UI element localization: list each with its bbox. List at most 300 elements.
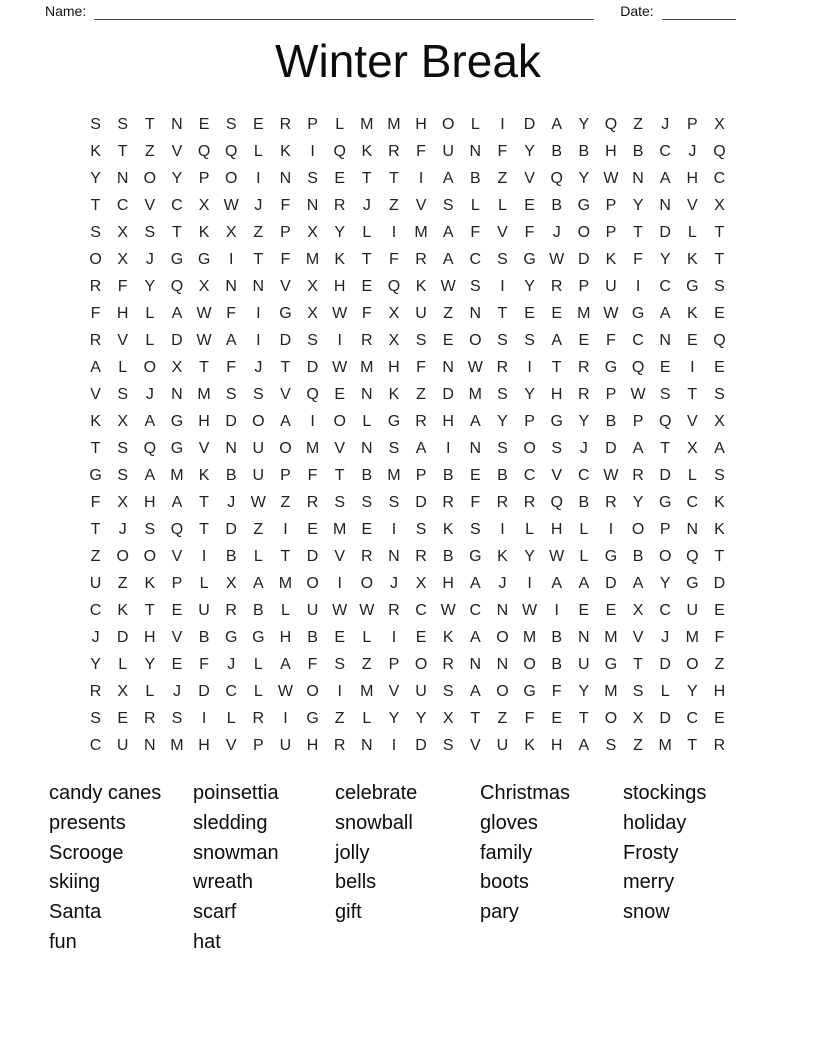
grid-cell: T bbox=[578, 710, 589, 727]
grid-cell: X bbox=[225, 224, 237, 241]
grid-cell: W bbox=[522, 602, 538, 619]
word-bank-item: presents bbox=[49, 811, 126, 834]
grid-cell: U bbox=[605, 278, 617, 295]
grid-cell: S bbox=[524, 332, 535, 349]
grid-row bbox=[82, 327, 733, 354]
grid-cell: H bbox=[306, 737, 319, 754]
grid-cell: M bbox=[468, 386, 482, 403]
word-bank-item: gift bbox=[335, 901, 362, 924]
grid-cell: E bbox=[171, 656, 183, 673]
grid-cell: I bbox=[527, 575, 532, 592]
grid-cell: T bbox=[199, 521, 209, 538]
grid-cell: T bbox=[280, 548, 291, 565]
grid-cell: M bbox=[197, 386, 211, 403]
grid-cell: A bbox=[442, 251, 454, 268]
grid-cell: H bbox=[144, 629, 156, 646]
grid-cell: S bbox=[117, 440, 129, 457]
word-bank-item: poinsettia bbox=[193, 782, 279, 804]
grid-cell: M bbox=[170, 467, 184, 484]
grid-cell: R bbox=[523, 494, 536, 511]
grid-cell: Y bbox=[524, 278, 535, 295]
word-bank-item: family bbox=[480, 841, 533, 864]
grid-cell: L bbox=[253, 656, 263, 673]
grid-cell: G bbox=[523, 683, 536, 700]
grid-cell: K bbox=[415, 278, 427, 295]
grid-cell: R bbox=[89, 332, 102, 349]
grid-cell: F bbox=[606, 332, 616, 349]
grid-cell: Q bbox=[550, 170, 563, 187]
grid-cell: C bbox=[713, 170, 726, 187]
grid-cell: N bbox=[225, 440, 237, 457]
grid-cell: Q bbox=[306, 386, 319, 403]
grid-cell: G bbox=[279, 305, 292, 322]
grid-row bbox=[82, 516, 733, 543]
grid-cell: G bbox=[686, 575, 699, 592]
grid-cell: S bbox=[497, 332, 508, 349]
grid-cell: T bbox=[497, 305, 508, 322]
grid-cell: R bbox=[713, 737, 726, 754]
grid-cell: Y bbox=[497, 413, 508, 430]
grid-cell: I bbox=[418, 170, 424, 187]
grid-cell: T bbox=[660, 440, 671, 457]
grid-cell: E bbox=[442, 332, 454, 349]
grid-cell: L bbox=[579, 548, 589, 565]
grid-cell: A bbox=[469, 413, 481, 430]
grid-cell: O bbox=[658, 548, 672, 565]
grid-cell: R bbox=[442, 494, 454, 511]
grid-cell: H bbox=[442, 413, 454, 430]
grid-cell: G bbox=[387, 413, 401, 430]
grid-cell: E bbox=[469, 467, 481, 484]
grid-cell: L bbox=[253, 548, 263, 565]
grid-cell: Z bbox=[253, 521, 264, 538]
grid-cell: C bbox=[415, 602, 427, 619]
grid-cell: B bbox=[551, 143, 563, 160]
grid-cell: H bbox=[686, 170, 699, 187]
grid-cell: F bbox=[226, 305, 237, 322]
grid-cell: S bbox=[714, 278, 725, 295]
grid-cell: I bbox=[500, 116, 505, 133]
grid-cell: S bbox=[714, 386, 725, 403]
grid-cell: N bbox=[225, 278, 237, 295]
word-bank-item: hat bbox=[193, 930, 221, 953]
date-fill-line bbox=[662, 4, 736, 20]
grid-cell: X bbox=[307, 224, 318, 241]
grid-cell: K bbox=[497, 548, 508, 565]
grid-cell: M bbox=[604, 629, 618, 646]
grid-cell: X bbox=[442, 710, 454, 727]
grid-cell: K bbox=[361, 143, 373, 160]
grid-cell: R bbox=[279, 116, 292, 133]
word-bank-item: Santa bbox=[49, 901, 102, 924]
grid-cell: F bbox=[524, 710, 535, 727]
grid-cell: T bbox=[90, 197, 101, 214]
grid-cell: E bbox=[714, 602, 725, 619]
grid-cell: L bbox=[118, 656, 128, 673]
grid-cell: F bbox=[497, 143, 508, 160]
grid-cell: X bbox=[307, 305, 318, 322]
grid-cell: A bbox=[280, 656, 291, 673]
word-bank-column bbox=[49, 779, 193, 958]
grid-cell: K bbox=[714, 494, 725, 511]
grid-row bbox=[82, 543, 733, 570]
grid-cell: V bbox=[334, 440, 346, 457]
grid-cell: Q bbox=[197, 143, 211, 160]
grid-cell: H bbox=[605, 143, 617, 160]
grid-cell: T bbox=[199, 359, 209, 376]
grid-cell: R bbox=[89, 683, 102, 700]
grid-cell: O bbox=[631, 521, 645, 538]
grid-cell: D bbox=[442, 386, 454, 403]
grid-cell: S bbox=[225, 386, 237, 403]
grid-cell: F bbox=[470, 224, 481, 241]
grid-cell: I bbox=[391, 629, 397, 646]
grid-cell: S bbox=[442, 197, 454, 214]
grid-cell: I bbox=[228, 251, 234, 268]
grid-cell: S bbox=[252, 386, 264, 403]
grid-cell: Z bbox=[334, 710, 345, 727]
word-bank-item: pary bbox=[480, 901, 519, 924]
word-bank-item: Frosty bbox=[623, 841, 679, 864]
grid-cell: O bbox=[523, 440, 536, 457]
word-bank-item: snow bbox=[623, 901, 670, 924]
grid-cell: X bbox=[117, 494, 129, 511]
grid-cell: G bbox=[577, 197, 591, 214]
word-bank-item: stockings bbox=[623, 782, 707, 804]
word-bank-column bbox=[335, 779, 480, 958]
grid-cell: B bbox=[307, 629, 318, 646]
grid-cell: M bbox=[414, 224, 428, 241]
grid-cell: Y bbox=[659, 251, 671, 268]
grid-cell: U bbox=[415, 683, 427, 700]
grid-cell: Y bbox=[578, 116, 590, 133]
grid-cell: E bbox=[714, 710, 725, 727]
grid-cell: I bbox=[445, 440, 451, 457]
grid-cell: U bbox=[496, 737, 509, 754]
grid-cell: X bbox=[117, 413, 129, 430]
grid-cell: Z bbox=[497, 710, 508, 727]
grid-cell: N bbox=[171, 116, 183, 133]
grid-cell: P bbox=[280, 224, 291, 241]
grid-cell: F bbox=[524, 224, 535, 241]
grid-cell: J bbox=[254, 197, 263, 214]
grid-cell: T bbox=[90, 521, 101, 538]
grid-cell: E bbox=[361, 278, 373, 295]
grid-cell: D bbox=[225, 413, 237, 430]
grid-cell: Q bbox=[631, 359, 645, 376]
grid-cell: U bbox=[415, 305, 427, 322]
grid-cell: E bbox=[171, 602, 183, 619]
grid-cell: F bbox=[280, 197, 291, 214]
grid-cell: L bbox=[118, 359, 128, 376]
grid-cell: C bbox=[578, 467, 590, 484]
grid-cell: N bbox=[469, 656, 482, 673]
grid-row bbox=[82, 597, 733, 624]
grid-cell: Z bbox=[633, 116, 643, 133]
grid-cell: B bbox=[551, 197, 563, 214]
grid-cell: J bbox=[91, 629, 100, 646]
grid-cell: W bbox=[603, 170, 619, 187]
grid-cell: G bbox=[469, 548, 482, 565]
grid-cell: H bbox=[550, 386, 563, 403]
grid-cell: I bbox=[690, 359, 695, 376]
grid-cell: F bbox=[90, 494, 101, 511]
grid-cell: O bbox=[306, 683, 319, 700]
grid-cell: T bbox=[144, 602, 155, 619]
grid-cell: Z bbox=[497, 170, 508, 187]
grid-cell: Y bbox=[388, 710, 400, 727]
grid-cell: L bbox=[470, 116, 480, 133]
grid-cell: V bbox=[117, 332, 129, 349]
grid-cell: P bbox=[252, 737, 264, 754]
grid-cell: W bbox=[277, 683, 293, 700]
grid-cell: H bbox=[333, 278, 346, 295]
page-title: Winter Break bbox=[275, 35, 541, 87]
grid-cell: D bbox=[578, 251, 590, 268]
word-bank-item: Scrooge bbox=[49, 841, 124, 864]
grid-row bbox=[82, 705, 733, 732]
grid-cell: W bbox=[603, 305, 619, 322]
grid-cell: W bbox=[549, 251, 565, 268]
grid-cell: B bbox=[225, 548, 237, 565]
grid-cell: A bbox=[171, 494, 183, 511]
grid-cell: V bbox=[388, 683, 400, 700]
grid-cell: F bbox=[416, 359, 426, 376]
grid-cell: K bbox=[714, 521, 725, 538]
grid-cell: O bbox=[116, 548, 129, 565]
grid-row bbox=[82, 624, 733, 651]
grid-cell: S bbox=[225, 116, 237, 133]
grid-cell: M bbox=[170, 737, 184, 754]
grid-cell: A bbox=[578, 575, 590, 592]
grid-cell: M bbox=[333, 521, 347, 538]
grid-cell: T bbox=[253, 251, 264, 268]
grid-cell: S bbox=[144, 224, 156, 241]
grid-cell: G bbox=[252, 629, 265, 646]
grid-cell: S bbox=[361, 494, 373, 511]
grid-cell: D bbox=[116, 629, 129, 646]
grid-cell: J bbox=[362, 197, 371, 214]
grid-cell: A bbox=[551, 332, 563, 349]
grid-cell: S bbox=[388, 440, 400, 457]
grid-cell: A bbox=[90, 359, 101, 376]
grid-cell: T bbox=[280, 359, 291, 376]
grid-cell: G bbox=[224, 629, 238, 646]
grid-cell: H bbox=[144, 494, 156, 511]
grid-cell: R bbox=[442, 656, 454, 673]
grid-cell: G bbox=[306, 710, 319, 727]
grid-cell: B bbox=[578, 143, 590, 160]
grid-cell: S bbox=[307, 332, 318, 349]
grid-cell: W bbox=[223, 197, 239, 214]
grid-cell: R bbox=[415, 548, 427, 565]
grid-cell: N bbox=[469, 305, 482, 322]
grid-cell: W bbox=[630, 386, 646, 403]
grid-cell: S bbox=[497, 386, 508, 403]
grid-cell: W bbox=[332, 305, 348, 322]
grid-cell: S bbox=[171, 710, 183, 727]
word-bank-item: wreath bbox=[193, 871, 254, 894]
grid-cell: B bbox=[469, 170, 481, 187]
grid-cell: V bbox=[280, 386, 291, 403]
grid-cell: V bbox=[686, 197, 698, 214]
grid-cell: Y bbox=[415, 710, 427, 727]
grid-cell: M bbox=[360, 683, 374, 700]
grid-cell: B bbox=[361, 467, 373, 484]
grid-cell: K bbox=[686, 251, 698, 268]
grid-cell: N bbox=[578, 629, 590, 646]
grid-cell: K bbox=[117, 602, 129, 619]
grid-cell: E bbox=[578, 332, 590, 349]
grid-cell: G bbox=[170, 251, 184, 268]
grid-cell: O bbox=[496, 683, 509, 700]
grid-cell: F bbox=[307, 656, 318, 673]
grid-cell: J bbox=[579, 440, 588, 457]
grid-cell: N bbox=[442, 359, 454, 376]
word-bank-item: snowball bbox=[335, 811, 413, 834]
grid-cell: N bbox=[306, 197, 319, 214]
grid-cell: X bbox=[307, 278, 318, 295]
grid-cell: E bbox=[605, 602, 617, 619]
grid-cell: F bbox=[280, 251, 291, 268]
grid-cell: V bbox=[551, 467, 563, 484]
grid-cell: T bbox=[172, 224, 182, 241]
grid-cell: G bbox=[658, 494, 672, 511]
grid-cell: C bbox=[523, 467, 536, 484]
grid-cell: D bbox=[306, 359, 319, 376]
grid-cell: O bbox=[252, 413, 265, 430]
grid-cell: B bbox=[442, 548, 454, 565]
grid-cell: U bbox=[686, 602, 699, 619]
grid-cell: O bbox=[414, 656, 428, 673]
grid-cell: T bbox=[633, 224, 643, 241]
grid-cell: P bbox=[578, 278, 590, 295]
grid-cell: V bbox=[686, 413, 698, 430]
grid-cell: U bbox=[442, 143, 454, 160]
grid-cell: R bbox=[388, 602, 400, 619]
grid-cell: X bbox=[714, 413, 725, 430]
grid-cell: G bbox=[197, 251, 211, 268]
grid-cell: Z bbox=[633, 737, 643, 754]
grid-cell: P bbox=[605, 197, 617, 214]
grid-cell: Z bbox=[253, 224, 264, 241]
grid-cell: R bbox=[415, 251, 427, 268]
grid-cell: H bbox=[116, 305, 129, 322]
grid-cell: R bbox=[89, 278, 102, 295]
grid-cell: D bbox=[659, 656, 671, 673]
grid-cell: K bbox=[90, 143, 101, 160]
grid-cell: S bbox=[497, 251, 508, 268]
grid-cell: I bbox=[256, 305, 261, 322]
date-label: Date: bbox=[620, 3, 654, 19]
grid-cell: O bbox=[143, 548, 157, 565]
grid-cell: I bbox=[283, 710, 288, 727]
grid-cell: E bbox=[714, 359, 725, 376]
grid-cell: L bbox=[335, 116, 345, 133]
word-bank-item: sledding bbox=[193, 811, 268, 834]
grid-cell: R bbox=[496, 359, 509, 376]
grid-cell: D bbox=[713, 575, 726, 592]
grid-cell: R bbox=[252, 710, 265, 727]
grid-cell: S bbox=[659, 386, 671, 403]
word-bank-item: snowman bbox=[193, 841, 279, 864]
grid-cell: V bbox=[90, 386, 101, 403]
grid-cell: D bbox=[523, 116, 536, 133]
grid-cell: S bbox=[90, 710, 101, 727]
grid-cell: X bbox=[225, 575, 237, 592]
word-bank-item: boots bbox=[480, 871, 529, 894]
grid-cell: R bbox=[333, 737, 346, 754]
grid-cell: W bbox=[196, 305, 212, 322]
grid-cell: B bbox=[252, 602, 264, 619]
grid-cell: I bbox=[256, 332, 261, 349]
grid-cell: T bbox=[144, 116, 155, 133]
grid-cell: R bbox=[632, 467, 644, 484]
grid-cell: M bbox=[685, 629, 699, 646]
grid-cell: C bbox=[89, 602, 102, 619]
grid-cell: Z bbox=[389, 197, 399, 214]
grid-cell: V bbox=[632, 629, 644, 646]
grid-cell: Q bbox=[333, 143, 346, 160]
grid-cell: Y bbox=[90, 170, 101, 187]
grid-cell: F bbox=[416, 143, 426, 160]
grid-cell: Y bbox=[578, 413, 590, 430]
grid-cell: R bbox=[361, 548, 373, 565]
word-bank-item: Christmas bbox=[480, 782, 571, 804]
grid-cell: I bbox=[337, 683, 342, 700]
grid-cell: O bbox=[279, 440, 292, 457]
grid-cell: J bbox=[688, 143, 697, 160]
grid-cell: H bbox=[415, 116, 427, 133]
grid-cell: U bbox=[116, 737, 129, 754]
grid-cell: A bbox=[144, 467, 156, 484]
grid-cell: P bbox=[524, 413, 535, 430]
grid-cell: X bbox=[388, 332, 400, 349]
grid-cell: J bbox=[227, 494, 236, 511]
grid-cell: W bbox=[332, 602, 348, 619]
grid-cell: D bbox=[659, 467, 671, 484]
grid-cell: W bbox=[603, 467, 619, 484]
grid-cell: O bbox=[441, 116, 455, 133]
grid-cell: O bbox=[306, 575, 319, 592]
grid-cell: O bbox=[496, 629, 509, 646]
grid-cell: Z bbox=[280, 494, 291, 511]
grid-cell: B bbox=[551, 629, 563, 646]
grid-cell: J bbox=[661, 116, 670, 133]
grid-cell: O bbox=[469, 332, 482, 349]
grid-cell: D bbox=[171, 332, 183, 349]
grid-cell: C bbox=[171, 197, 183, 214]
grid-cell: W bbox=[440, 602, 456, 619]
grid-cell: H bbox=[550, 737, 563, 754]
grid-cell: B bbox=[551, 656, 563, 673]
grid-row bbox=[82, 165, 733, 192]
grid-cell: Z bbox=[443, 305, 454, 322]
grid-cell: W bbox=[440, 278, 456, 295]
grid-cell: F bbox=[470, 494, 481, 511]
grid-cell: V bbox=[144, 197, 156, 214]
grid-cell: L bbox=[145, 305, 155, 322]
grid-cell: F bbox=[389, 251, 399, 268]
grid-row bbox=[82, 300, 733, 327]
grid-cell: S bbox=[90, 116, 101, 133]
grid-cell: U bbox=[252, 440, 265, 457]
grid-cell: L bbox=[525, 521, 535, 538]
grid-cell: X bbox=[198, 197, 210, 214]
grid-cell: F bbox=[117, 278, 128, 295]
grid-cell: E bbox=[659, 359, 671, 376]
grid-cell: K bbox=[605, 251, 617, 268]
